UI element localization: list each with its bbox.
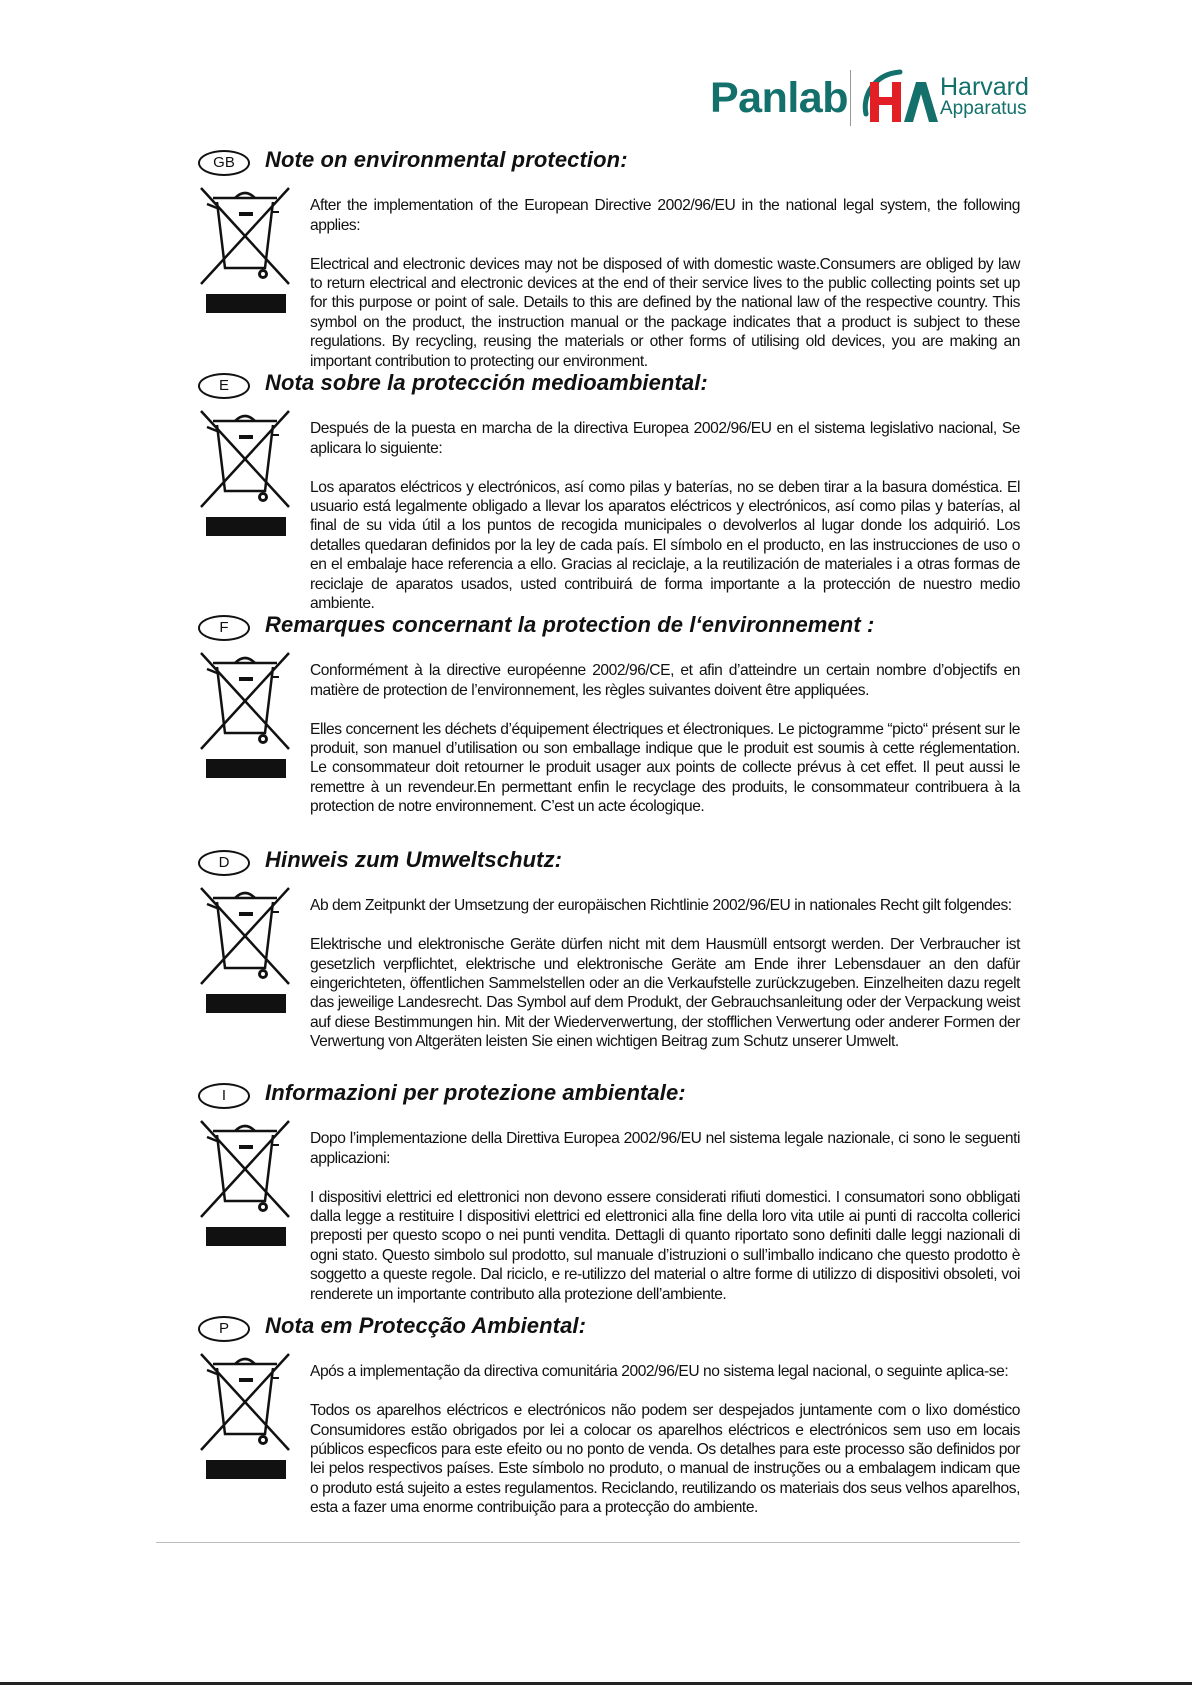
paragraph: I dispositivi elettrici ed elettronici non devono essere considerati rifiuti domestici. I consumatori sono obbligati dalla legge a restituire I dispositivi elettrici ed elettronici alla fine della loro vita utile ai punti di raccolta collerici preposti per questo scopo o nei punti vendita. Dettagli di quanto riportato sono definiti dalle leggi nazionali di ogni stato. Questo simbolo sul prodotto, sul manuale d’istruzioni o sull’imballo indicano che questo prodotto è soggetto a queste regole. Dal riciclo, e re-utilizzo del material o altre forme di utilizzo di dispositivi obsoleti, voi renderete un importante contributo alla protezione dell’ambiente. [310, 1188, 1020, 1303]
weee-black-bar [206, 759, 286, 778]
crossed-out-wheelie-bin-icon [199, 886, 291, 986]
language-badge: P [198, 1316, 250, 1342]
language-badge: F [198, 615, 250, 641]
weee-black-bar [206, 517, 286, 536]
logo-panlab-text: Panlab [710, 74, 848, 122]
section-heading: Note on environmental protection: [265, 147, 628, 172]
section-body [310, 1110, 1020, 1323]
paragraph: Después de la puesta en marcha de la directiva Europea 2002/96/EU en el sistema legislativo nacional, Se aplicara lo siguiente: [310, 420, 1020, 457]
crossed-out-wheelie-bin-icon [199, 1119, 291, 1219]
section-heading: Informazioni per protezione ambientale: [265, 1080, 686, 1105]
crossed-out-wheelie-bin-icon [199, 409, 291, 509]
weee-black-bar [206, 994, 286, 1013]
paragraph: Ab dem Zeitpunkt der Umsetzung der europäischen Richtlinie 2002/96/EU in nationales Recht gilt folgendes: [310, 897, 1012, 915]
crossed-out-wheelie-bin-icon [199, 1352, 291, 1452]
paragraph: Los aparatos eléctricos y electrónicos, así como pilas y baterías, no se deben tirar a la basura doméstica. El usuario está legalmente obligado a llevar los aparatos eléctricos y electrónicos, así como pilas y baterías, al final de su vida útil a los puntos de recogida municipales o devolverlos al lugar donde los adquirió. Los detalles quedaran definidos por la ley de cada país. El símbolo en el producto, en las instrucciones de uso o en el embalaje hace referencia a ello. Gracias al reciclaje, a la reutilización de materiales i a otras formas de reciclaje de aparatos usados, usted contribuirá de forma importante a la protección de nuestro medio ambiente. [310, 478, 1020, 613]
weee-black-bar [206, 294, 286, 313]
language-badge: I [198, 1083, 250, 1109]
paragraph: Dopo l’implementazione della Direttiva Europea 2002/96/EU nel sistema legale nazionale, ci sono le seguenti applicazioni: [310, 1130, 1020, 1167]
section-heading: Remarques concernant la protection de l‘environnement : [265, 612, 875, 637]
section-body [310, 642, 1020, 836]
logo-apparatus-text: Apparatus [940, 98, 1027, 119]
logo-divider [850, 70, 851, 126]
panlab-harvard-logo [708, 64, 1038, 132]
section-heading: Hinweis zum Umweltschutz: [265, 847, 563, 872]
section-heading: Nota em Protecção Ambiental: [265, 1313, 587, 1338]
paragraph: Todos os aparelhos eléctricos e electrónicos não podem ser despejados juntamente com o lixo doméstico Consumidores estão obrigados por lei a colocar os aparelhos eléctricos e electrónicos sem uso em locais públicos especficos para este efeito ou no ponto de venda. Os detalhes para este processo são definidos por lei pelos respectivos países. Este símbolo no produto, o manual de instruções ou a embalagem indicam que o produto está sujeito a estes regulamentos. Reciclando, reutilizando os materiais dos seus velhos aparelhos, esta a fazer uma enorme contribuição para a protecção do ambiente. [310, 1402, 1020, 1517]
footer-divider [156, 1542, 1020, 1543]
weee-black-bar [206, 1460, 286, 1479]
paragraph: Elektrische und elektronische Geräte dürfen nicht mit dem Hausmüll entsorgt werden. Der Verbraucher ist gesetzlich verpflichtet, elektrische und elektronische Geräte am Ende ihrer Lebensdauer an den dafür eingerichteten, öffentlichen Sammelstellen oder an die Verkaufstelle zurückzugeben. Einzelheiten dazu regelt das jeweilige Landesrecht. Das Symbol auf dem Produkt, der Gebrauchsanleitung oder der Verpackung weist auf diese Bestimmungen hin. Mit der Wiederverwertung, der stofflichen Verwertung oder anderer Formen der Verwertung von Altgeräten leisten Sie einen wichtigen Beitrag zum Schutz unserer Umwelt. [310, 936, 1020, 1051]
harvard-apparatus-ha-icon [860, 68, 940, 128]
logo-harvard-text: Harvard [940, 73, 1029, 101]
section-heading: Nota sobre la protección medioambiental: [265, 370, 708, 395]
paragraph: Elles concernent les déchets d’équipement électriques et électroniques. Le pictogramme “picto“ présent sur le produit, son manuel d’utilisation ou son emballage indique que le produit est soumis à cette réglementation. Le consommateur doit retourner le produit usager aux points de collecte prévus à cet effet. Il peut aussi le remettre à un revendeur.En permettant enfin le recyclage des produits, le consommateur contribuera à la protection de notre environnement. C’est un acte écologique. [310, 720, 1020, 816]
crossed-out-wheelie-bin-icon [199, 651, 291, 751]
section-body [310, 1343, 1020, 1537]
paragraph: Electrical and electronic devices may not be disposed of with domestic waste.Consumers are obliged by law to return electrical and electronic devices at the end of their service lives to the public collecting points set up for this purpose or point of sale. Details to this are defined by the national law of the respective country. This symbol on the product, the instruction manual or the package indicates that a product is subject to these regulations. By recycling, reusing the materials or other forms of utilising old devices, you are making an important contribution to protecting our environment. [310, 255, 1020, 370]
paragraph: Após a implementação da directiva comunitária 2002/96/EU no sistema legal nacional, o seguinte aplica-se: [310, 1363, 1009, 1381]
language-badge: E [198, 373, 250, 399]
crossed-out-wheelie-bin-icon [199, 186, 291, 286]
section-body [310, 177, 1020, 390]
language-badge: GB [198, 150, 250, 176]
section-body [310, 877, 1020, 1071]
weee-black-bar [206, 1227, 286, 1246]
section-body [310, 400, 1020, 633]
language-badge: D [198, 850, 250, 876]
paragraph: After the implementation of the European Directive 2002/96/EU in the national legal system, the following applies: [310, 197, 1020, 234]
paragraph: Conformément à la directive européenne 2002/96/CE, et afin d’atteindre un certain nombre d’objectifs en matière de protection de l’environnement, les règles suivantes doivent être appliquées. [310, 662, 1020, 699]
